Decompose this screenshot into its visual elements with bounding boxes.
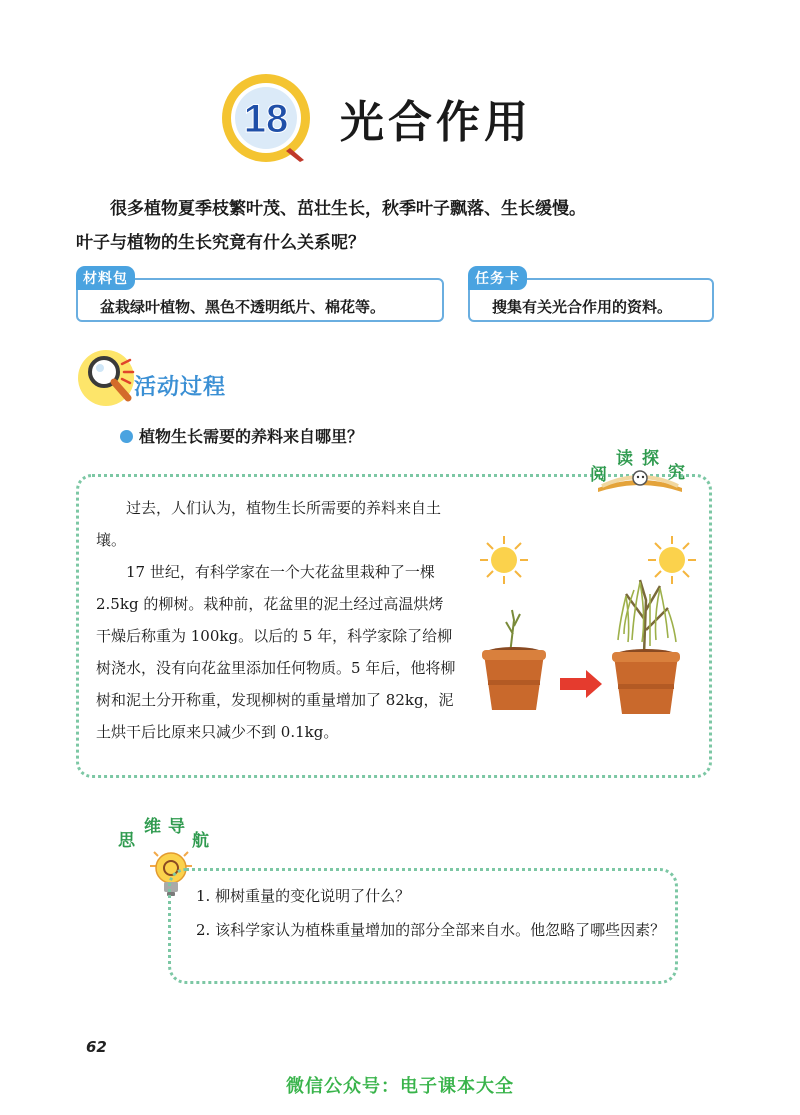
activity-title: 活动过程: [134, 375, 227, 400]
reading-paragraph-2: 17 世纪，有科学家在一个大花盆里栽种了一棵 2.5kg 的柳树。栽种前，花盆里的泥土经过高温烘烤干燥后称重为 100kg。以后的 5 年，科学家除了给柳树浇水，没有向花盆里添加任何物质。5 年后，他将柳树和泥土分开称重，发现柳树的重量增加了 82kg，泥土烘干后比原来只减少不到 0.1kg。: [96, 563, 456, 741]
intro-line-1: 很多植物夏季枝繁叶茂、茁壮生长，秋季叶子飘落、生长缓慢。: [110, 199, 586, 219]
task-card: [468, 271, 714, 322]
sun-icon-left: [480, 536, 528, 584]
thinking-label-char-3: 导: [168, 817, 185, 837]
bullet-dot-icon: [120, 430, 133, 443]
materials-tag: 材料包: [76, 266, 135, 290]
small-willow-pot: [482, 610, 546, 710]
reading-label-char-1: 阅: [590, 465, 607, 485]
lesson-title: 光合作用: [340, 97, 532, 148]
reading-body: [96, 492, 458, 748]
reading-label-char-4: 究: [668, 463, 685, 483]
footer-watermark: 微信公众号：电子课本大全: [286, 1076, 514, 1097]
lesson-number: 18: [243, 97, 289, 141]
task-tag: 任务卡: [468, 266, 527, 290]
reading-label: [588, 442, 692, 494]
intro-paragraph: [76, 192, 726, 260]
task-text: 搜集有关光合作用的资料。: [492, 298, 673, 316]
page-number: 62: [86, 1038, 107, 1056]
activity-header: [76, 346, 296, 410]
materials-card: [76, 271, 444, 322]
thinking-label-char-2: 维: [144, 817, 161, 837]
reading-label-char-2: 读: [616, 449, 633, 469]
lesson-header: [220, 72, 580, 162]
intro-line-2: 叶子与植物的生长究竟有什么关系呢？: [76, 233, 365, 253]
thinking-questions: [196, 880, 666, 948]
lesson-number-badge: [220, 72, 312, 164]
thinking-label-char-4: 航: [192, 831, 209, 851]
right-arrow-icon: [560, 670, 602, 698]
activity-question: [120, 424, 363, 447]
reading-label-char-3: 探: [642, 449, 659, 469]
reading-paragraph-1: 过去，人们认为，植物生长所需要的养料来自土壤。: [96, 499, 442, 549]
thinking-question-2: 2. 该科学家认为植株重量增加的部分全部来自水。他忽略了哪些因素？: [196, 921, 666, 939]
materials-text: 盆栽绿叶植物、黑色不透明纸片、棉花等。: [100, 298, 386, 316]
question-text: 植物生长需要的养料来自哪里？: [139, 427, 364, 446]
large-willow-pot: [612, 580, 680, 714]
willow-experiment-illustration: [474, 530, 704, 730]
sun-icon-right: [648, 536, 696, 584]
magnifier-icon: [76, 346, 140, 410]
thinking-question-1: 1. 柳树重量的变化说明了什么？: [196, 887, 411, 905]
thinking-label-char-1: 思: [118, 831, 135, 851]
